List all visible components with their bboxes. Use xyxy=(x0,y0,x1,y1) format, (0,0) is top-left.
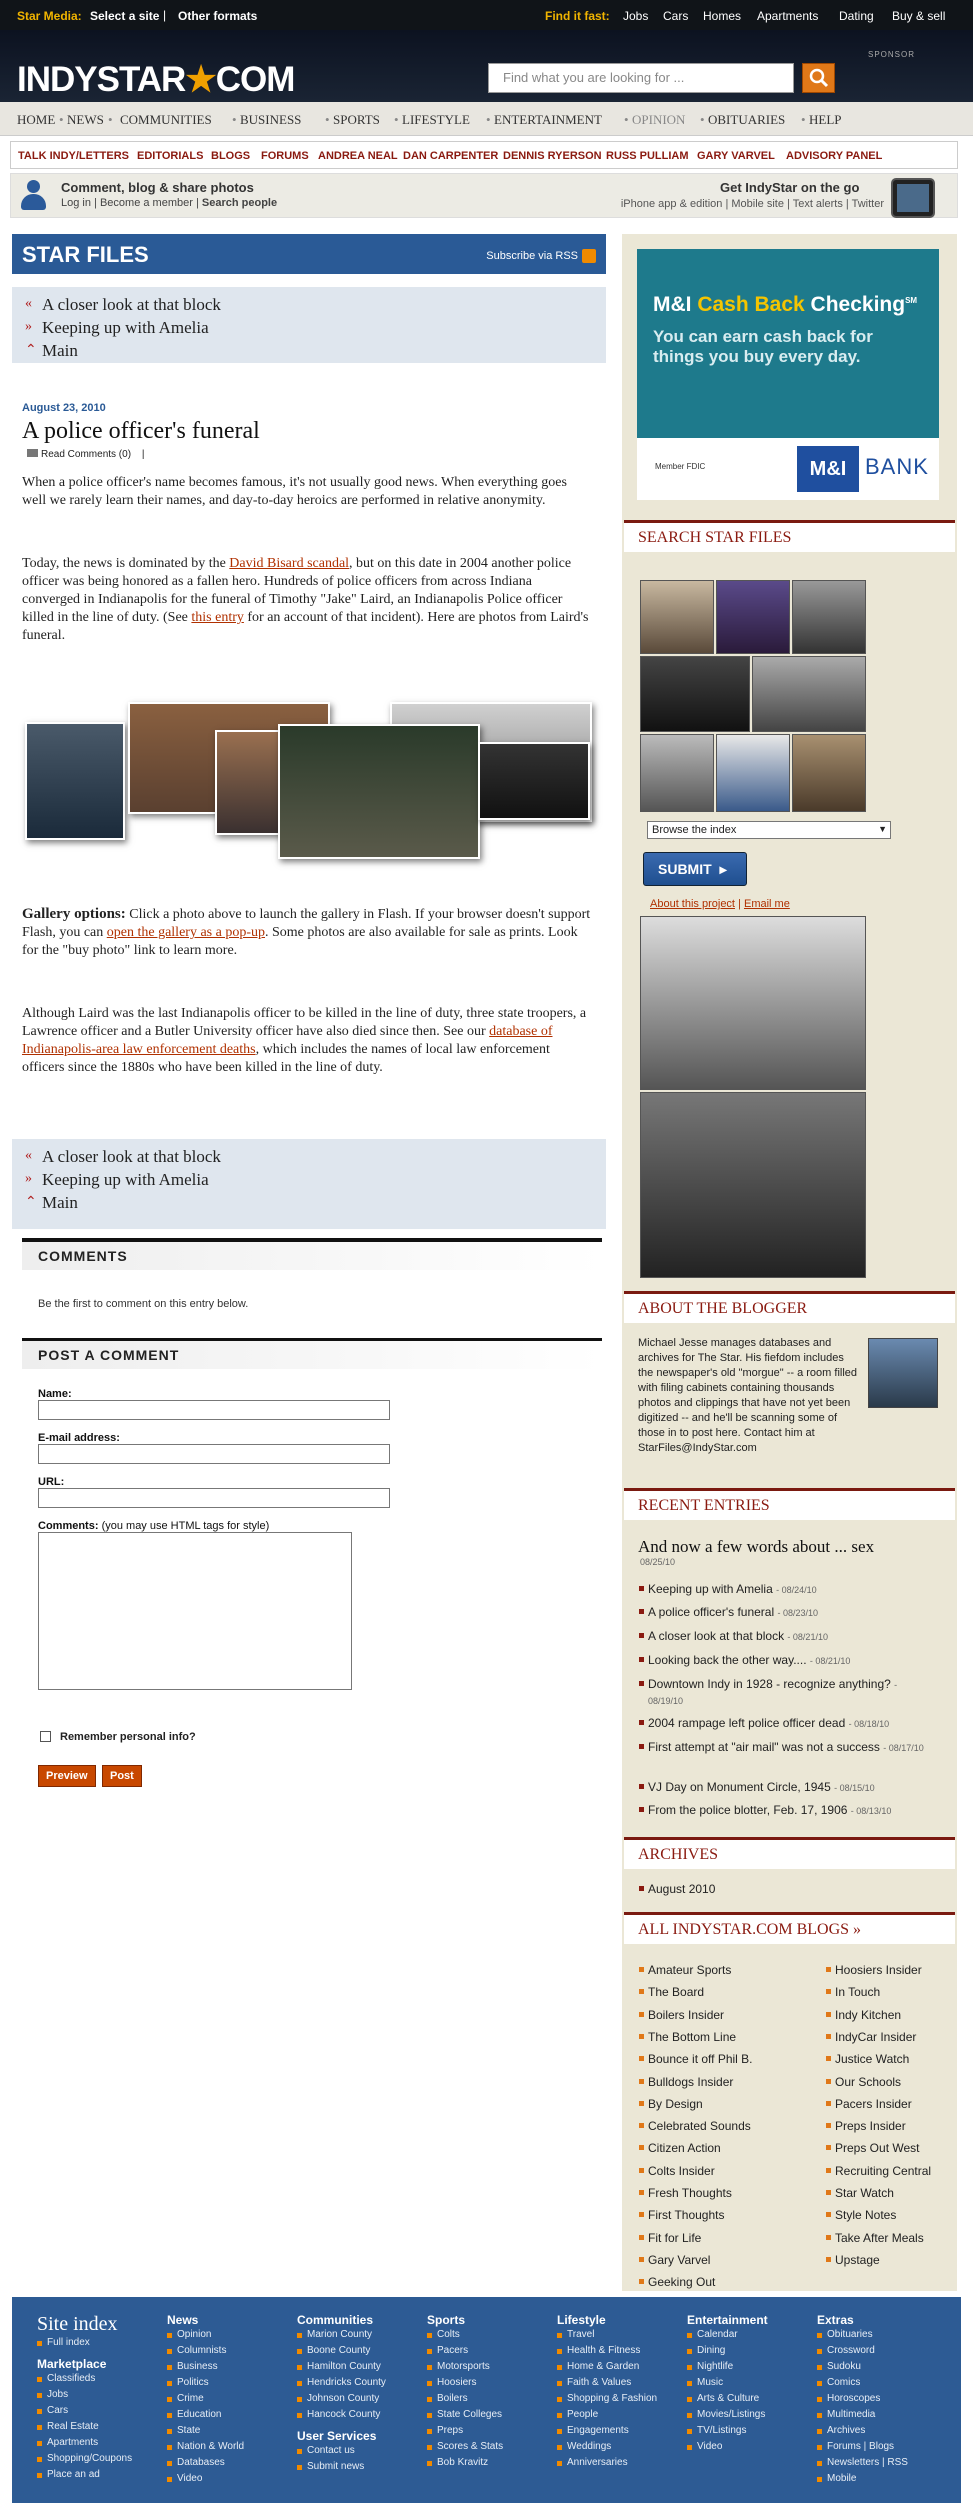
post-date: August 23, 2010 xyxy=(22,402,106,414)
nav-sports[interactable]: SPORTS xyxy=(333,112,380,127)
double-up-arrow-icon: ⌃ xyxy=(25,1195,37,1210)
footer-link[interactable]: Scores & Stats xyxy=(427,2439,503,2455)
mi-logo: M&I xyxy=(797,446,859,492)
blog-link[interactable]: Indy Kitchen xyxy=(835,2008,901,2022)
footer-link[interactable]: State Colleges xyxy=(427,2407,503,2423)
star-files-banner xyxy=(12,234,606,274)
footer-marketplace-link[interactable]: Jobs xyxy=(37,2387,132,2403)
blog-link[interactable]: Justice Watch xyxy=(835,2052,909,2066)
comment-form xyxy=(38,1388,390,1690)
featured-photo-street[interactable] xyxy=(640,1092,866,1278)
recent-entry[interactable]: Downtown Indy in 1928 - recognize anything? - 08/19/10 xyxy=(648,1677,928,1709)
comments-textarea[interactable] xyxy=(38,1532,352,1690)
search-icon xyxy=(803,64,834,92)
footer-link[interactable]: Hancock County xyxy=(297,2407,386,2423)
footer-column-heading[interactable]: Extras xyxy=(817,2313,854,2327)
gallery-popup-link[interactable]: open the gallery as a pop-up xyxy=(106,925,265,940)
comment-share-title: Comment, blog & share photos xyxy=(61,180,254,195)
select-site-link[interactable]: Select a site xyxy=(90,9,160,23)
main-link-bottom[interactable]: ⌃ Main xyxy=(25,1193,78,1212)
footer-link[interactable]: Calendar xyxy=(687,2327,768,2343)
archive-august-2010[interactable]: August 2010 xyxy=(648,1882,953,1897)
about-project-link[interactable]: About this project xyxy=(650,898,735,910)
blog-link[interactable]: Upstage xyxy=(835,2253,880,2267)
footer-link[interactable]: Bob Kravitz xyxy=(427,2455,503,2471)
blog-link[interactable]: Celebrated Sounds xyxy=(648,2119,751,2133)
blogger-photo xyxy=(868,1338,938,1408)
footer-link[interactable]: Archives xyxy=(817,2423,908,2439)
index-thumb-7[interactable] xyxy=(716,734,790,812)
subnav-dennis-ryerson[interactable]: DENNIS RYERSON xyxy=(503,150,602,162)
footer-link[interactable]: State xyxy=(167,2423,244,2439)
subnav-forums[interactable]: FORUMS xyxy=(261,150,309,162)
blog-link[interactable]: Geeking Out xyxy=(648,2275,715,2289)
recent-entries-heading: RECENT ENTRIES xyxy=(624,1488,955,1520)
nav-news[interactable]: NEWS xyxy=(67,112,104,127)
footer-link[interactable]: Dining xyxy=(687,2343,768,2359)
star-media-label: Star Media: xyxy=(17,9,82,23)
member-fdic: Member FDIC xyxy=(655,462,706,471)
footer-link[interactable]: Crossword xyxy=(817,2343,908,2359)
footer-link[interactable]: Pacers xyxy=(427,2343,503,2359)
post-paragraph-2: Today, the news is dominated by the David Bisard scandal, but on this date in 2004 another police officer was being honored as a fallen hero. Hundreds of police officers from across Indiana converged in Indianapolis for the funeral of Timothy "Jake" Laird, an Indianapolis Police officer killed in the line of duty. (See this entry for an account of that incident). Here are photos from Laird's funeral. xyxy=(22,556,589,643)
footer-column-heading[interactable]: Communities xyxy=(297,2313,374,2327)
login-link[interactable]: Log in xyxy=(61,197,91,209)
post-paragraph-4: Although Laird was the last Indianapolis officer to be killed in the line of duty, three state troopers, a Lawrence officer and a Butler University officer have also died since then. See our database of Indianapolis-area law enforcement deaths, which includes the names of local law enforcement officers since the 1880s who have been killed in the line of duty. xyxy=(22,1006,587,1075)
subnav-dan-carpenter[interactable]: DAN CARPENTER xyxy=(403,150,499,162)
nav-communities[interactable]: COMMUNITIES xyxy=(120,112,212,127)
footer-link[interactable]: Marion County xyxy=(297,2327,386,2343)
blog-link[interactable]: Gary Varvel xyxy=(648,2253,710,2267)
subnav-andrea-neal[interactable]: ANDREA NEAL xyxy=(318,150,398,162)
footer-link[interactable]: Nation & World xyxy=(167,2439,244,2455)
footer-link[interactable]: Faith & Values xyxy=(557,2375,657,2391)
mi-bank-advertisement[interactable]: M&I Cash Back Checking℠ You can earn cash back for things you buy every day. Member FDIC M&I BANK xyxy=(637,249,939,500)
blog-link[interactable]: Fit for Life xyxy=(648,2231,701,2245)
no-comments-text: Be the first to comment on this entry below. xyxy=(38,1298,249,1310)
search-people-link[interactable]: Search people xyxy=(201,197,278,209)
post-title: A police officer's funeral xyxy=(22,418,260,444)
read-comments-link[interactable]: Read Comments (0) | xyxy=(27,449,144,460)
footer-link[interactable]: Weddings xyxy=(557,2439,657,2455)
search-star-files-heading: SEARCH STAR FILES xyxy=(624,520,955,552)
go-links[interactable]: iPhone app & edition | Mobile site | Text alerts | Twitter xyxy=(620,198,884,210)
footer-link[interactable]: Movies/Listings xyxy=(687,2407,768,2423)
person-icon xyxy=(19,180,47,212)
comment-bubble-icon xyxy=(27,449,38,457)
name-label: Name: xyxy=(38,1388,72,1400)
blog-link[interactable]: Our Schools xyxy=(835,2075,901,2089)
archives-heading: ARCHIVES xyxy=(624,1837,955,1869)
blog-link[interactable]: The Bottom Line xyxy=(648,2030,736,2044)
comments-label: Comments: (you may use HTML tags for style) xyxy=(38,1520,270,1532)
footer-column xyxy=(297,2313,386,2475)
footer-link[interactable]: TV/Listings xyxy=(687,2423,768,2439)
footer-column-heading[interactable]: User Services xyxy=(297,2429,377,2443)
blog-link[interactable]: Bulldogs Insider xyxy=(648,2075,733,2089)
topbar-link-apartments[interactable]: Apartments xyxy=(757,9,819,23)
footer-link[interactable]: Horoscopes xyxy=(817,2391,908,2407)
post-button[interactable]: Post xyxy=(102,1765,142,1787)
indystar-logo[interactable]: INDYSTAR★COM xyxy=(17,60,295,99)
star-logo-icon: ★ xyxy=(185,60,216,99)
footer-column xyxy=(427,2313,503,2471)
footer-link[interactable]: Sudoku xyxy=(817,2359,908,2375)
site-index-heading[interactable]: Site index xyxy=(37,2313,118,2335)
footer-link[interactable]: Newsletters | RSS xyxy=(817,2455,908,2471)
blog-link[interactable]: Take After Meals xyxy=(835,2231,924,2245)
other-formats-link[interactable]: Other formats xyxy=(178,9,258,23)
topbar-link-jobs[interactable]: Jobs xyxy=(623,9,649,23)
this-entry-link[interactable]: this entry xyxy=(191,610,244,625)
prev-entry-link[interactable]: « A closer look at that block xyxy=(25,295,221,314)
featured-photo-dancers[interactable] xyxy=(640,916,866,1090)
submit-index-button[interactable]: SUBMIT ▸ xyxy=(643,852,747,886)
topbar-link-buy-sell[interactable]: Buy & sell xyxy=(892,9,946,23)
footer-column-heading[interactable]: News xyxy=(167,2313,199,2327)
footer-marketplace-link[interactable]: Cars xyxy=(37,2403,132,2419)
blog-link[interactable]: The Board xyxy=(648,1985,704,1999)
email-input[interactable] xyxy=(38,1444,390,1464)
gallery-photo-procession[interactable] xyxy=(278,724,480,859)
nav-lifestyle[interactable]: LIFESTYLE xyxy=(402,112,470,127)
blog-link[interactable]: Recruiting Central xyxy=(835,2164,931,2178)
become-member-link[interactable]: Become a member xyxy=(99,197,193,209)
double-left-arrow-icon: « xyxy=(25,1148,32,1163)
nav-home[interactable]: HOME xyxy=(17,112,56,127)
footer-marketplace-link[interactable]: Classifieds xyxy=(37,2371,132,2387)
bisard-scandal-link[interactable]: David Bisard scandal xyxy=(229,556,350,571)
blog-link[interactable]: Style Notes xyxy=(835,2208,896,2222)
about-blogger-text: Michael Jesse manages databases and archives for The Star. His fiefdom includes the newspaper's old "morgue" -- a room filled with filing cabinets containing thousands photos and clippings that have not yet been digitized -- and he'll be scanning some of those in to post here. Contact him at StarFiles@IndyStar.com xyxy=(638,1337,858,1454)
topbar-link-dating[interactable]: Dating xyxy=(839,9,874,23)
footer-link[interactable]: Home & Garden xyxy=(557,2359,657,2375)
chevron-down-icon: ▼ xyxy=(878,824,887,834)
footer-link[interactable]: Shopping & Fashion xyxy=(557,2391,657,2407)
footer-link[interactable]: Health & Fitness xyxy=(557,2343,657,2359)
recent-entry[interactable]: VJ Day on Monument Circle, 1945 - 08/15/10 xyxy=(648,1780,953,1796)
nav-obituaries[interactable]: OBITUARIES xyxy=(708,112,786,127)
site-footer xyxy=(12,2297,961,2503)
email-me-link[interactable]: Email me xyxy=(743,898,790,910)
recent-entry[interactable]: From the police blotter, Feb. 17, 1906 - 08/13/10 xyxy=(648,1803,953,1819)
site-search-input[interactable]: Find what you are looking for ... xyxy=(488,63,794,93)
subnav-gary-varvel[interactable]: GARY VARVEL xyxy=(697,150,775,162)
entry-navigation-top xyxy=(12,287,606,363)
footer-link[interactable]: Video xyxy=(687,2439,768,2455)
next-entry-link-bottom[interactable]: » Keeping up with Amelia xyxy=(25,1170,209,1189)
footer-link[interactable]: Boilers xyxy=(427,2391,503,2407)
next-entry-link[interactable]: » Keeping up with Amelia xyxy=(25,318,209,337)
blog-link[interactable]: Preps Out West xyxy=(835,2141,919,2155)
search-button[interactable] xyxy=(802,63,835,93)
gallery-photo-badge[interactable] xyxy=(478,742,590,820)
blog-link[interactable]: Preps Insider xyxy=(835,2119,906,2133)
blog-link[interactable]: In Touch xyxy=(835,1985,880,1999)
blog-link[interactable]: Boilers Insider xyxy=(648,2008,724,2022)
footer-link[interactable]: Multimedia xyxy=(817,2407,908,2423)
footer-link[interactable]: Politics xyxy=(167,2375,244,2391)
blog-link[interactable]: Star Watch xyxy=(835,2186,894,2200)
footer-link[interactable]: Boone County xyxy=(297,2343,386,2359)
footer-link[interactable]: Arts & Culture xyxy=(687,2391,768,2407)
go-title: Get IndyStar on the go xyxy=(720,180,860,195)
footer-marketplace-link[interactable]: Apartments xyxy=(37,2435,132,2451)
law-enforcement-deaths-link[interactable]: database of Indianapolis-area law enforcement deaths xyxy=(22,1024,553,1057)
blog-link[interactable]: Amateur Sports xyxy=(648,1963,731,1977)
subnav-editorials[interactable]: EDITORIALS xyxy=(137,150,204,162)
index-thumb-6[interactable] xyxy=(640,734,714,812)
footer-link[interactable]: Engagements xyxy=(557,2423,657,2439)
recent-entry[interactable]: Keeping up with Amelia - 08/24/10 xyxy=(648,1582,953,1598)
url-input[interactable] xyxy=(38,1488,390,1508)
site-header xyxy=(0,30,973,102)
footer-column-heading[interactable]: Sports xyxy=(427,2313,466,2327)
footer-column-heading[interactable]: Entertainment xyxy=(687,2313,768,2327)
entry-navigation-bottom xyxy=(12,1139,606,1229)
blog-link[interactable]: First Thoughts xyxy=(648,2208,724,2222)
footer-link[interactable]: Hoosiers xyxy=(427,2375,503,2391)
email-label: E-mail address: xyxy=(38,1432,120,1444)
topbar-link-cars[interactable]: Cars xyxy=(663,9,689,23)
featured-entry-date: 08/25/10 xyxy=(640,1557,676,1567)
footer-column-heading[interactable]: Lifestyle xyxy=(557,2313,606,2327)
subscribe-rss-link[interactable]: Subscribe via RSS xyxy=(486,249,578,262)
sponsor-label: SPONSOR xyxy=(868,50,916,59)
double-right-arrow-icon: » xyxy=(25,319,32,334)
footer-column xyxy=(687,2313,768,2455)
index-thumb-3[interactable] xyxy=(792,580,866,654)
recent-entry[interactable]: 2004 rampage left police officer dead - 08/18/10 xyxy=(648,1716,953,1732)
featured-entry-link[interactable]: And now a few words about ... sex xyxy=(638,1537,875,1556)
footer-link[interactable]: Music xyxy=(687,2375,768,2391)
blog-link[interactable]: Citizen Action xyxy=(648,2141,721,2155)
about-blogger-heading: ABOUT THE BLOGGER xyxy=(624,1291,955,1323)
subnav-blogs[interactable]: BLOGS xyxy=(211,150,251,162)
recent-entry[interactable]: First attempt at "air mail" was not a success - 08/17/10 xyxy=(648,1740,928,1756)
footer-column xyxy=(557,2313,657,2471)
footer-marketplace-link[interactable]: Place an ad xyxy=(37,2467,132,2483)
footer-link[interactable]: Databases xyxy=(167,2455,244,2471)
footer-link[interactable]: Comics xyxy=(817,2375,908,2391)
index-thumb-8[interactable] xyxy=(792,734,866,812)
blog-link[interactable]: Fresh Thoughts xyxy=(648,2186,732,2200)
footer-link[interactable]: Nightlife xyxy=(687,2359,768,2375)
blog-link[interactable]: IndyCar Insider xyxy=(835,2030,916,2044)
blog-title[interactable]: STAR FILES xyxy=(22,242,149,267)
browse-index-select[interactable]: Browse the index ▼ xyxy=(647,821,891,839)
footer-link[interactable]: Education xyxy=(167,2407,244,2423)
subnav-advisory-panel[interactable]: ADVISORY PANEL xyxy=(786,150,883,162)
index-thumb-4[interactable] xyxy=(640,656,750,732)
nav-business[interactable]: BUSINESS xyxy=(240,112,302,127)
main-link[interactable]: ⌃ Main xyxy=(25,341,78,360)
footer-link[interactable]: People xyxy=(557,2407,657,2423)
bank-label: BANK xyxy=(865,454,929,479)
footer-column xyxy=(167,2313,244,2487)
recent-entry[interactable]: A police officer's funeral - 08/23/10 xyxy=(648,1605,953,1621)
remember-label: Remember personal info? xyxy=(60,1731,196,1743)
blog-link[interactable]: By Design xyxy=(648,2097,703,2111)
index-thumb-2[interactable] xyxy=(716,580,790,654)
rss-icon[interactable] xyxy=(582,249,596,263)
marketplace-heading[interactable]: Marketplace xyxy=(37,2357,107,2371)
footer-link[interactable]: Johnson County xyxy=(297,2391,386,2407)
nav-opinion[interactable]: OPINION xyxy=(632,112,686,127)
phone-icon xyxy=(891,178,935,218)
blog-link[interactable]: Hoosiers Insider xyxy=(835,1963,922,1977)
double-up-arrow-icon: ⌃ xyxy=(25,343,37,358)
footer-link[interactable]: Travel xyxy=(557,2327,657,2343)
recent-entry[interactable]: A closer look at that block - 08/21/10 xyxy=(648,1629,953,1645)
footer-link[interactable]: Contact us xyxy=(297,2443,386,2459)
double-left-arrow-icon: « xyxy=(25,296,32,311)
comments-heading: COMMENTS xyxy=(22,1238,602,1270)
footer-link[interactable]: Motorsports xyxy=(427,2359,503,2375)
footer-link[interactable]: Hendricks County xyxy=(297,2375,386,2391)
url-label: URL: xyxy=(38,1476,65,1488)
footer-link[interactable]: Submit news xyxy=(297,2459,386,2475)
index-thumb-1[interactable] xyxy=(640,580,714,654)
post-comment-heading: POST A COMMENT xyxy=(22,1338,602,1369)
post-paragraph-1: When a police officer's name becomes famous, it's not usually good news. When everything goes well we rarely learn their names, and day-to-day heroics are performed in relative anonymity. xyxy=(22,475,567,508)
prev-entry-link-bottom[interactable]: « A closer look at that block xyxy=(25,1147,221,1166)
double-right-arrow-icon: » xyxy=(25,1171,32,1186)
recent-entry[interactable]: Looking back the other way.... - 08/21/10 xyxy=(648,1653,953,1669)
blog-link[interactable]: Pacers Insider xyxy=(835,2097,912,2111)
footer-link[interactable]: Opinion xyxy=(167,2327,244,2343)
main-navigation: HOME NEWS • COMMUNITIES BUSINESS SPORTS LIFESTYLE ENTERTAINMENT OPINION OBITUARIES HELP • • • • • • • • xyxy=(0,102,973,136)
comment-share-bar: Comment, blog & share photos Log in | Become a member | Search people Get IndyStar on the go iPhone app & edition | Mobile site | Text alerts | Twitter xyxy=(10,173,958,218)
submit-arrow-icon: ▸ xyxy=(719,861,727,877)
remember-checkbox[interactable] xyxy=(40,1731,51,1742)
gallery-photo-officer[interactable] xyxy=(25,722,125,840)
footer-link[interactable]: Video xyxy=(167,2471,244,2487)
all-blogs-heading: ALL INDYSTAR.COM BLOGS » xyxy=(624,1912,955,1944)
nav-help[interactable]: HELP xyxy=(809,112,842,127)
full-index-link[interactable]: Full index xyxy=(37,2335,132,2351)
blog-link[interactable]: Colts Insider xyxy=(648,2164,715,2178)
footer-marketplace-link[interactable]: Shopping/Coupons xyxy=(37,2451,132,2467)
name-input[interactable] xyxy=(38,1400,390,1420)
footer-link[interactable]: Mobile xyxy=(817,2471,908,2487)
footer-link[interactable]: Business xyxy=(167,2359,244,2375)
preview-button[interactable]: Preview xyxy=(38,1765,96,1787)
footer-link[interactable]: Hamilton County xyxy=(297,2359,386,2375)
star-media-bar: Star Media: Select a site | Other formats Find it fast: Jobs Cars Homes Apartments Dating Buy & sell xyxy=(0,0,973,30)
footer-column xyxy=(817,2313,908,2487)
blog-link[interactable]: Bounce it off Phil B. xyxy=(648,2052,753,2066)
index-thumb-5[interactable] xyxy=(752,656,866,732)
footer-link[interactable]: Anniversaries xyxy=(557,2455,657,2471)
gallery-options-paragraph: Gallery options: Click a photo above to launch the gallery in Flash. If your browser doesn't support Flash, you can open the gallery as a pop-up. Some photos are also available for sale as prints. Look for the "buy photo" link to learn more. xyxy=(22,906,591,958)
nav-entertainment[interactable]: ENTERTAINMENT xyxy=(494,112,602,127)
footer-marketplace-link[interactable]: Real Estate xyxy=(37,2419,132,2435)
footer-link[interactable]: Crime xyxy=(167,2391,244,2407)
double-right-arrow-icon: » xyxy=(849,1921,862,1938)
footer-link[interactable]: Preps xyxy=(427,2423,503,2439)
subnav-talk-indy[interactable]: TALK INDY/LETTERS xyxy=(18,150,130,162)
footer-link[interactable]: Obituaries xyxy=(817,2327,908,2343)
footer-link[interactable]: Colts xyxy=(427,2327,503,2343)
find-it-fast-label: Find it fast: xyxy=(545,9,610,23)
topbar-link-homes[interactable]: Homes xyxy=(703,9,742,23)
opinion-subnav xyxy=(10,141,958,169)
footer-link[interactable]: Columnists xyxy=(167,2343,244,2359)
footer-link[interactable]: Forums | Blogs xyxy=(817,2439,908,2455)
subnav-russ-pulliam[interactable]: RUSS PULLIAM xyxy=(606,150,689,162)
